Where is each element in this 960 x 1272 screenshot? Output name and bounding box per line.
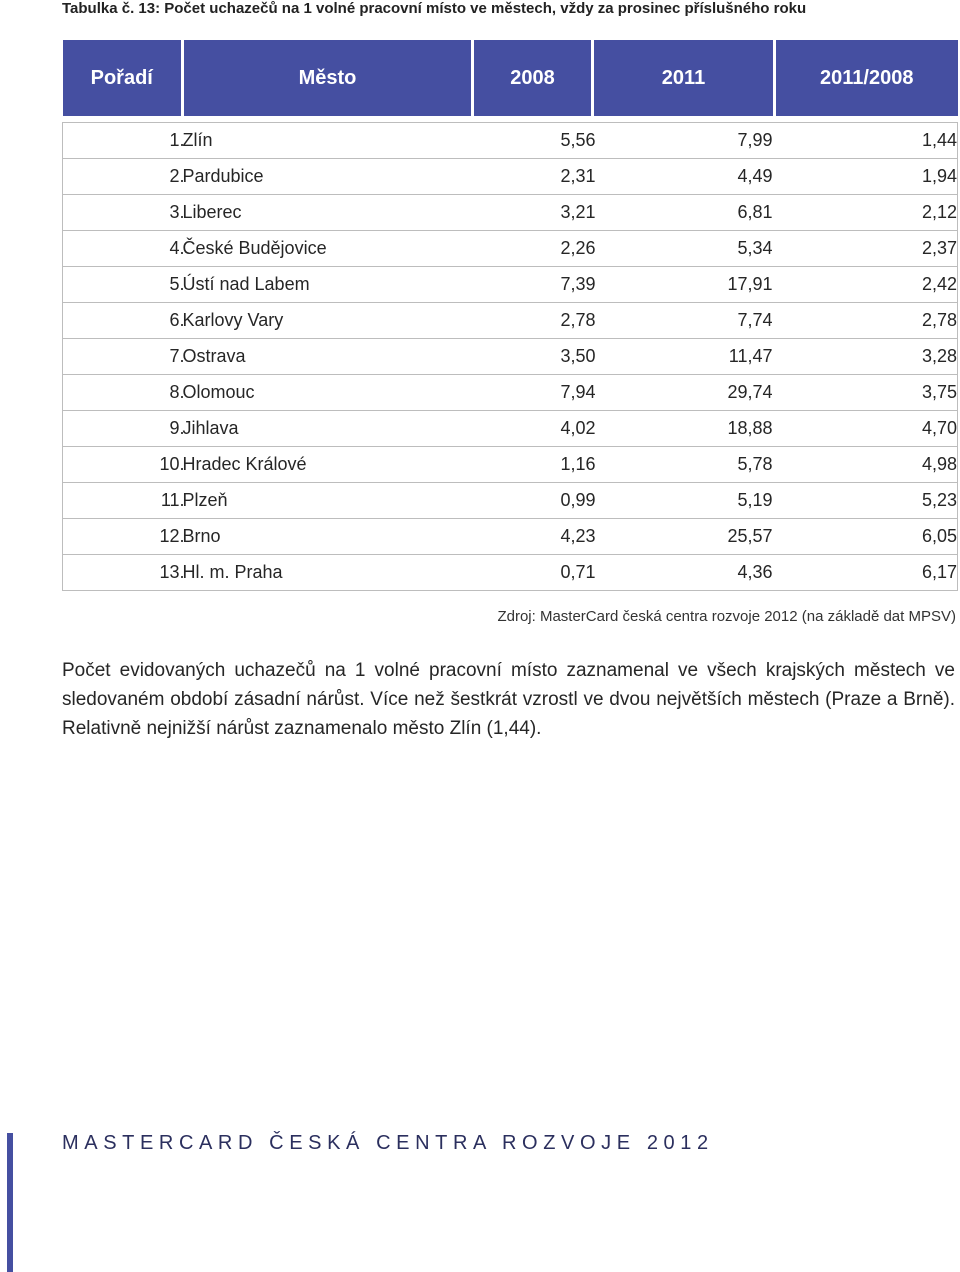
cell-rank: 9.: [63, 411, 183, 447]
cell-rank: 5.: [63, 267, 183, 303]
cell-ratio: 6,17: [775, 555, 958, 591]
cell-2008: 0,99: [473, 483, 593, 519]
table-row: [63, 447, 958, 483]
cell-2011: 7,74: [593, 303, 775, 339]
footer-accent-bar: [7, 1133, 13, 1272]
table-body: [63, 123, 958, 591]
table-row: [63, 123, 958, 159]
table-row: [63, 159, 958, 195]
table-row: [63, 339, 958, 375]
cell-ratio: 4,98: [775, 447, 958, 483]
table-row: [63, 519, 958, 555]
cell-rank: 13.: [63, 555, 183, 591]
cell-city: Olomouc: [183, 375, 473, 411]
cell-2008: 4,23: [473, 519, 593, 555]
footer-publication-title: MASTERCARD ČESKÁ CENTRA ROZVOJE 2012: [62, 1132, 714, 1154]
cell-city: České Budějovice: [183, 231, 473, 267]
table-row: [63, 483, 958, 519]
cell-ratio: 2,42: [775, 267, 958, 303]
cell-city: Ústí nad Labem: [183, 267, 473, 303]
cell-city: Karlovy Vary: [183, 303, 473, 339]
data-table: [62, 40, 958, 591]
cell-2011: 7,99: [593, 123, 775, 159]
table-row: [63, 375, 958, 411]
cell-2008: 2,78: [473, 303, 593, 339]
cell-ratio: 2,12: [775, 195, 958, 231]
table-row: [63, 555, 958, 591]
cell-ratio: 5,23: [775, 483, 958, 519]
cell-2011: 4,36: [593, 555, 775, 591]
cell-rank: 4.: [63, 231, 183, 267]
body-paragraph: Počet evidovaných uchazečů na 1 volné pracovní místo zaznamenal ve všech krajských městech ve sledovaném období zásadní nárůst. Více než šestkrát vzrostl ve dvou největších městech (Praze a Brně). Relativně nejnižší nárůst zaznamenalo město Zlín (1,44).: [62, 660, 955, 739]
cell-2011: 17,91: [593, 267, 775, 303]
cell-2011: 25,57: [593, 519, 775, 555]
cell-2011: 4,49: [593, 159, 775, 195]
cell-rank: 11.: [63, 483, 183, 519]
header-2011: 2011: [593, 40, 775, 116]
cell-rank: 12.: [63, 519, 183, 555]
header-ratio: 2011/2008: [775, 40, 958, 116]
table-header: [63, 40, 958, 116]
cell-ratio: 1,44: [775, 123, 958, 159]
cell-city: Brno: [183, 519, 473, 555]
cell-city: Ostrava: [183, 339, 473, 375]
cell-2008: 4,02: [473, 411, 593, 447]
source-note: Zdroj: MasterCard česká centra rozvoje 2012 (na základě dat MPSV): [497, 608, 956, 625]
cell-rank: 6.: [63, 303, 183, 339]
cell-2008: 1,16: [473, 447, 593, 483]
cell-ratio: 6,05: [775, 519, 958, 555]
cell-city: Pardubice: [183, 159, 473, 195]
cell-rank: 7.: [63, 339, 183, 375]
table-row: [63, 231, 958, 267]
cell-ratio: 1,94: [775, 159, 958, 195]
cell-city: Zlín: [183, 123, 473, 159]
table-row: [63, 267, 958, 303]
cell-2011: 29,74: [593, 375, 775, 411]
cell-city: Hl. m. Praha: [183, 555, 473, 591]
cell-2011: 11,47: [593, 339, 775, 375]
table-row: [63, 303, 958, 339]
cell-city: Hradec Králové: [183, 447, 473, 483]
cell-rank: 2.: [63, 159, 183, 195]
cell-2011: 5,78: [593, 447, 775, 483]
cell-2008: 3,21: [473, 195, 593, 231]
cell-rank: 3.: [63, 195, 183, 231]
header-2008: 2008: [473, 40, 593, 116]
cell-rank: 10.: [63, 447, 183, 483]
cell-ratio: 3,28: [775, 339, 958, 375]
cell-2011: 5,19: [593, 483, 775, 519]
header-rank: Pořadí: [63, 40, 183, 116]
cell-2008: 7,39: [473, 267, 593, 303]
cell-rank: 8.: [63, 375, 183, 411]
table-caption: Tabulka č. 13: Počet uchazečů na 1 volné pracovní místo ve městech, vždy za prosinec příslušného roku: [62, 0, 807, 17]
header-city: Město: [183, 40, 473, 116]
table-row: [63, 195, 958, 231]
cell-2008: 7,94: [473, 375, 593, 411]
cell-rank: 1.: [63, 123, 183, 159]
cell-ratio: 2,78: [775, 303, 958, 339]
cell-2008: 5,56: [473, 123, 593, 159]
cell-ratio: 3,75: [775, 375, 958, 411]
cell-city: Plzeň: [183, 483, 473, 519]
cell-2008: 0,71: [473, 555, 593, 591]
cell-ratio: 4,70: [775, 411, 958, 447]
cell-ratio: 2,37: [775, 231, 958, 267]
table-row: [63, 411, 958, 447]
cell-2011: 5,34: [593, 231, 775, 267]
cell-city: Jihlava: [183, 411, 473, 447]
cell-2008: 3,50: [473, 339, 593, 375]
cell-2008: 2,31: [473, 159, 593, 195]
cell-2008: 2,26: [473, 231, 593, 267]
cell-city: Liberec: [183, 195, 473, 231]
cell-2011: 18,88: [593, 411, 775, 447]
cell-2011: 6,81: [593, 195, 775, 231]
